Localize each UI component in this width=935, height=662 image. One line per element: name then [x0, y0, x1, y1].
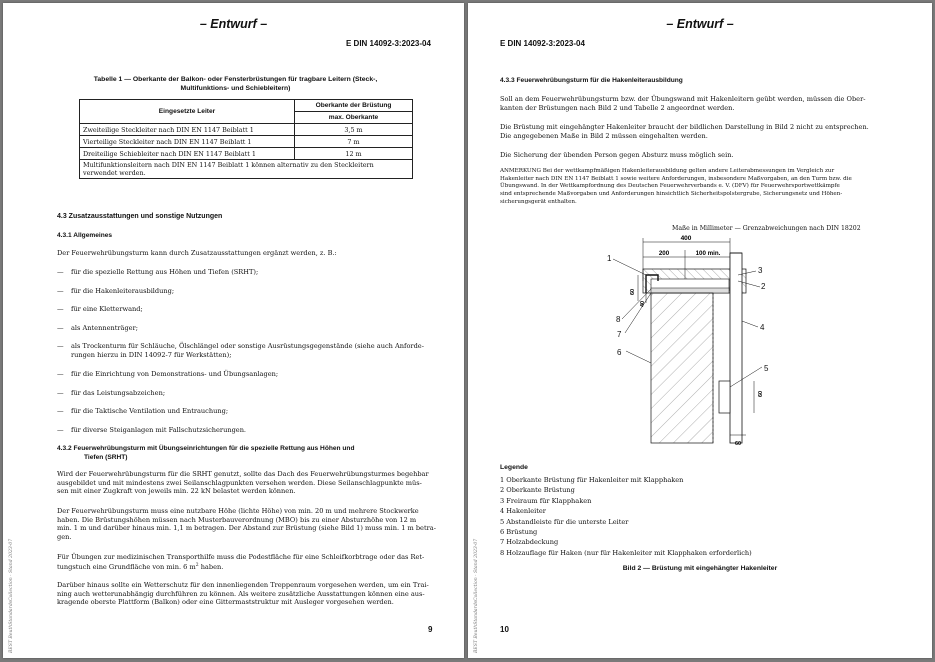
table-note-row: Multifunktionsleitern nach DIN EN 1147 Beiblatt 1 können alternativ zu den Steckleitern verwendet werden. [80, 160, 413, 179]
svg-text:400: 400 [680, 235, 692, 242]
document-id: E DIN 14092-3:2023-04 [346, 39, 431, 48]
list-item: — für die Hakenleiterausbildung; [57, 287, 175, 295]
table-caption: Tabelle 1 — Oberkante der Balkon- oder Fensterbrüstungen für tragbare Leitern (Steck-, Multifunktions- und Schiebleitern) [93, 76, 378, 92]
svg-text:200: 200 [658, 250, 670, 257]
label-5: 5 [764, 364, 769, 373]
intro-text: Der Feuerwehrübungsturm kann durch Zusatzausstattungen ergänzt werden, z. B.: [57, 249, 337, 257]
label-2: 2 [761, 282, 766, 291]
legend-item: 6 Brüstung [500, 528, 538, 537]
svg-text:60: 60 [630, 288, 636, 295]
dimension-60-left [630, 275, 638, 301]
paragraph-srht-2: Der Feuerwehrübungsturm muss eine nutzbare Höhe (lichte Höhe) von min. 20 m und mehrere Stockwerke haben. Die Brüstungshöhen müssen nach Musterbauverordnung (MBO) bis zu einer Absturzhöhe von 12 m min. 1 m und darüber hinaus min. 1,1 m betragen. Der Abstand zur Brüstung (siehe Bild 1) muss min. 1 m betra- gen. [57, 507, 436, 541]
list-item-cont: rungen hierzu in DIN 14092-7 für Werkstätten); [71, 351, 232, 359]
document-id: E DIN 14092-3:2023-04 [500, 39, 585, 48]
page-number: 10 [500, 625, 509, 634]
heading-4-3-3: 4.3.3 Feuerwehrübungsturm für die Hakenleiterausbildung [500, 77, 683, 84]
legend-item: 5 Abstandleiste für die unterste Leiter [500, 517, 629, 526]
table-row: Zweiteilige Steckleiter nach DIN EN 1147 Beiblatt 1 3,5 m [80, 124, 413, 136]
table-1 [79, 99, 413, 179]
table-header-max: max. Oberkante [295, 112, 413, 124]
legend-item: 4 Hakenleiter [500, 507, 546, 516]
paragraph-srht-4: Darüber hinaus sollte ein Wetterschutz für den innenliegenden Treppenraum vorgesehen werden, um ein Trai- ning auch wetterunabhängig durchführen zu können. Als weitere zusätzliche Ausstattungen können eine aus- kragende oberste Plattform (Balkon) oder eine Gittermaststruktur mit Ausleger vorgesehen werden. [57, 581, 429, 607]
heading-4-3-2: 4.3.2 Feuerwehrübungsturm mit Übungseinrichtungen für die spezielle Rettung aus Höhen und Tiefen (SRHT) [57, 445, 355, 461]
side-watermark: BEST BeuthStandardsCollection · Stand 2023-07 [474, 538, 479, 653]
paragraph-hakenleiter-2: Die Brüstung mit eingehängter Hakenleiter braucht der bildlichen Darstellung in Bild 2 nicht zu entsprechen. Die angegebenen Maße in Bild 2 müssen eingehalten werden. [500, 123, 869, 140]
list-item: — für das Leistungsabzeichen; [57, 389, 166, 397]
list-item: — für eine Kletterwand; [57, 305, 143, 313]
list-item: — als Trockenturm für Schläuche, Ölschlängel oder sonstige Ausrüstungsgegenstände (siehe auch Anforde- [57, 342, 424, 350]
legend-item: 3 Freiraum für Klapphaken [500, 496, 592, 505]
list-item: — für die spezielle Rettung aus Höhen und Tiefen (SRHT); [57, 268, 259, 276]
legend [500, 475, 752, 558]
list-item: — als Antennenträger; [57, 324, 138, 332]
table-header-height: Oberkante der Brüstung [295, 100, 413, 112]
heading-4-3-1: 4.3.1 Allgemeines [57, 232, 113, 239]
draft-header: – Entwurf – [199, 17, 268, 31]
legend-item: 8 Holzauflage für Haken (nur für Hakenleiter mit Klapphaken erforderlich) [500, 548, 752, 557]
parapet [651, 293, 713, 443]
dimension-100-min [685, 250, 730, 257]
paragraph-srht-3: Für Übungen zur medizinischen Transporthilfe muss die Podestfläche für eine Schleifkorbtrage oder das Ret- tungstuch eine Grundfläche von min. 6 $m^2$ haben. [57, 553, 425, 571]
svg-text:60: 60 [734, 441, 742, 447]
list-item: — für die Einrichtung von Demonstrations- und Übungsanlagen; [57, 370, 279, 378]
paragraph-hakenleiter-3: Die Sicherung der übenden Person gegen Absturz muss möglich sein. [500, 151, 734, 159]
page-9 [3, 3, 464, 658]
label-8: 8 [616, 315, 621, 324]
spacer-bar [719, 381, 730, 413]
figure-caption: Bild 2 — Brüstung mit eingehängter Hakenleiter [622, 565, 778, 572]
dimension-60-right [754, 381, 764, 413]
wood-support [651, 288, 729, 293]
table-row: Dreiteilige Schiebleiter nach DIN EN 1147 Beiblatt 1 12 m [80, 148, 413, 160]
draft-header: – Entwurf – [666, 17, 734, 31]
figure-units-note: Maße in Millimeter — Grenzabweichungen nach DIN 18202 [672, 225, 861, 232]
svg-text:40: 40 [640, 300, 646, 307]
paragraph-srht-1: Wird der Feuerwehrübungsturm für die SRHT genutzt, sollte das Dach des Feuerwehrübungsturmes begehbar ausgebildet und mit mindestens zwei Seilanschlagpunkten versehen werden. Diese Seilanschlagpunkte müs- sen mit einer Zugkraft von jeweils min. 22 kN belastet werden können. [57, 470, 429, 496]
legend-title: Legende [500, 464, 528, 471]
label-4: 4 [760, 323, 765, 332]
side-watermark: BEST BeuthStandardsCollection · Stand 2023-07 [9, 538, 14, 653]
page-number: 9 [428, 625, 433, 634]
figure-bild-2 [588, 231, 798, 451]
table-header-ladder: Eingesetzte Leiter [80, 100, 295, 124]
svg-text:60: 60 [758, 390, 764, 397]
paragraph-hakenleiter-1: Soll an dem Feuerwehrübungsturm bzw. der Übungswand mit Hakenleitern geübt werden, müssen die Ober- kanten der Brüstungen nach Bild 2 und Tabelle 2 angeordnet werden. [500, 95, 866, 112]
table-row: Vierteilige Steckleiter nach DIN EN 1147 Beiblatt 1 7 m [80, 136, 413, 148]
heading-4-3: 4.3 Zusatzausstattungen und sonstige Nutzungen [57, 213, 223, 220]
label-7: 7 [617, 330, 622, 339]
label-6: 6 [617, 348, 622, 357]
label-1: 1 [607, 254, 612, 263]
legend-item: 1 Oberkante Brüstung für Hakenleiter mit Klapphaken [500, 476, 684, 484]
label-3: 3 [758, 266, 763, 275]
note-anmerkung: ANMERKUNG Bei der wettkampfmäßigen Hakenleiterausbildung gelten andere Leiterabmessungen im Vergleich zur Hakenleiter nach DIN EN 1147 Beiblatt 1 sowie weitere Anforderungen, insbesondere Maßvorgaben, an den Turm bzw. die Übungswand. In der Wettkampfordnung des Deutschen Feuerwehrverbands e. V. (DFV) für Feuerwehrsportwettkämpfe sind entsprechende Maßvorgaben und Anforderungen hinsichtlich Sicherheitspolstergrube, Sicherungsnetz und Höhen- sicherungsgerät enthalten. [500, 168, 852, 205]
svg-text:100 min.: 100 min. [695, 250, 721, 257]
legend-item: 7 Holzabdeckung [500, 538, 559, 547]
page-10 [468, 3, 932, 658]
legend-item: 2 Oberkante Brüstung [500, 486, 575, 495]
list-item: — für diverse Steiganlagen mit Fallschutzsicherungen. [57, 426, 247, 434]
list-item: — für die Taktische Ventilation und Entrauchung; [57, 407, 229, 415]
